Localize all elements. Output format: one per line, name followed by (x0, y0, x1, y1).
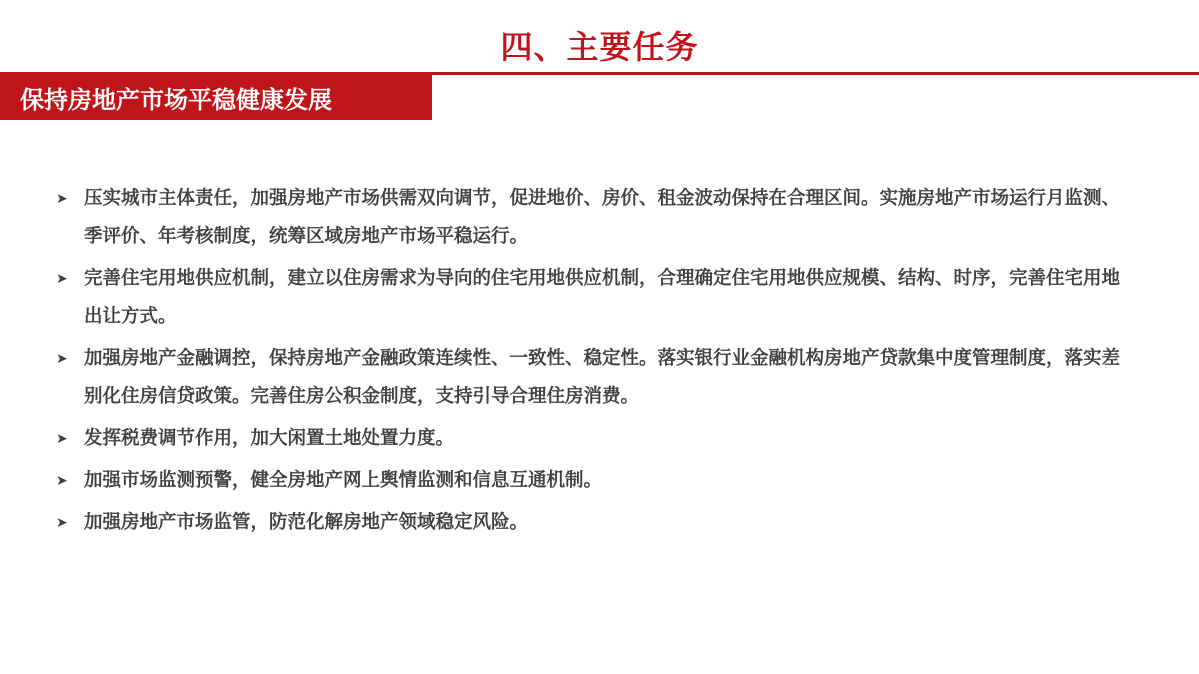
page-title: 四、主要任务 (500, 28, 699, 66)
arrowhead-bullet-icon: ➤ (56, 351, 68, 367)
section-heading: 保持房地产市场平稳健康发展 (20, 86, 332, 114)
list-item-text: 完善住宅用地供应机制，建立以住房需求为导向的住宅用地供应机制，合理确定住宅用地供应规模、结构、时序，完善住宅用地出让方式。 (84, 268, 1121, 327)
list-item (56, 462, 1136, 500)
section-banner (0, 75, 432, 120)
task-list (56, 180, 1136, 546)
arrowhead-bullet-icon: ➤ (56, 431, 68, 447)
list-item-text: 发挥税费调节作用，加大闲置土地处置力度。 (84, 428, 455, 449)
arrowhead-bullet-icon: ➤ (56, 271, 68, 287)
list-item (56, 504, 1136, 542)
list-item-text: 加强房地产金融调控，保持房地产金融政策连续性、一致性、稳定性。落实银行业金融机构房地产贷款集中度管理制度，落实差别化住房信贷政策。完善住房公积金制度，支持引导合理住房消费。 (84, 348, 1121, 407)
arrowhead-bullet-icon: ➤ (56, 473, 68, 489)
list-item-text: 加强市场监测预警，健全房地产网上舆情监测和信息互通机制。 (84, 470, 603, 491)
list-item (56, 340, 1136, 416)
list-item (56, 260, 1136, 336)
arrowhead-bullet-icon: ➤ (56, 191, 68, 207)
list-item (56, 420, 1136, 458)
arrowhead-bullet-icon: ➤ (56, 515, 68, 531)
list-item-text: 加强房地产市场监管，防范化解房地产领域稳定风险。 (84, 512, 529, 533)
list-item-text: 压实城市主体责任，加强房地产市场供需双向调节，促进地价、房价、租金波动保持在合理区间。实施房地产市场运行月监测、季评价、年考核制度，统筹区域房地产市场平稳运行。 (84, 188, 1121, 247)
list-item (56, 180, 1136, 256)
